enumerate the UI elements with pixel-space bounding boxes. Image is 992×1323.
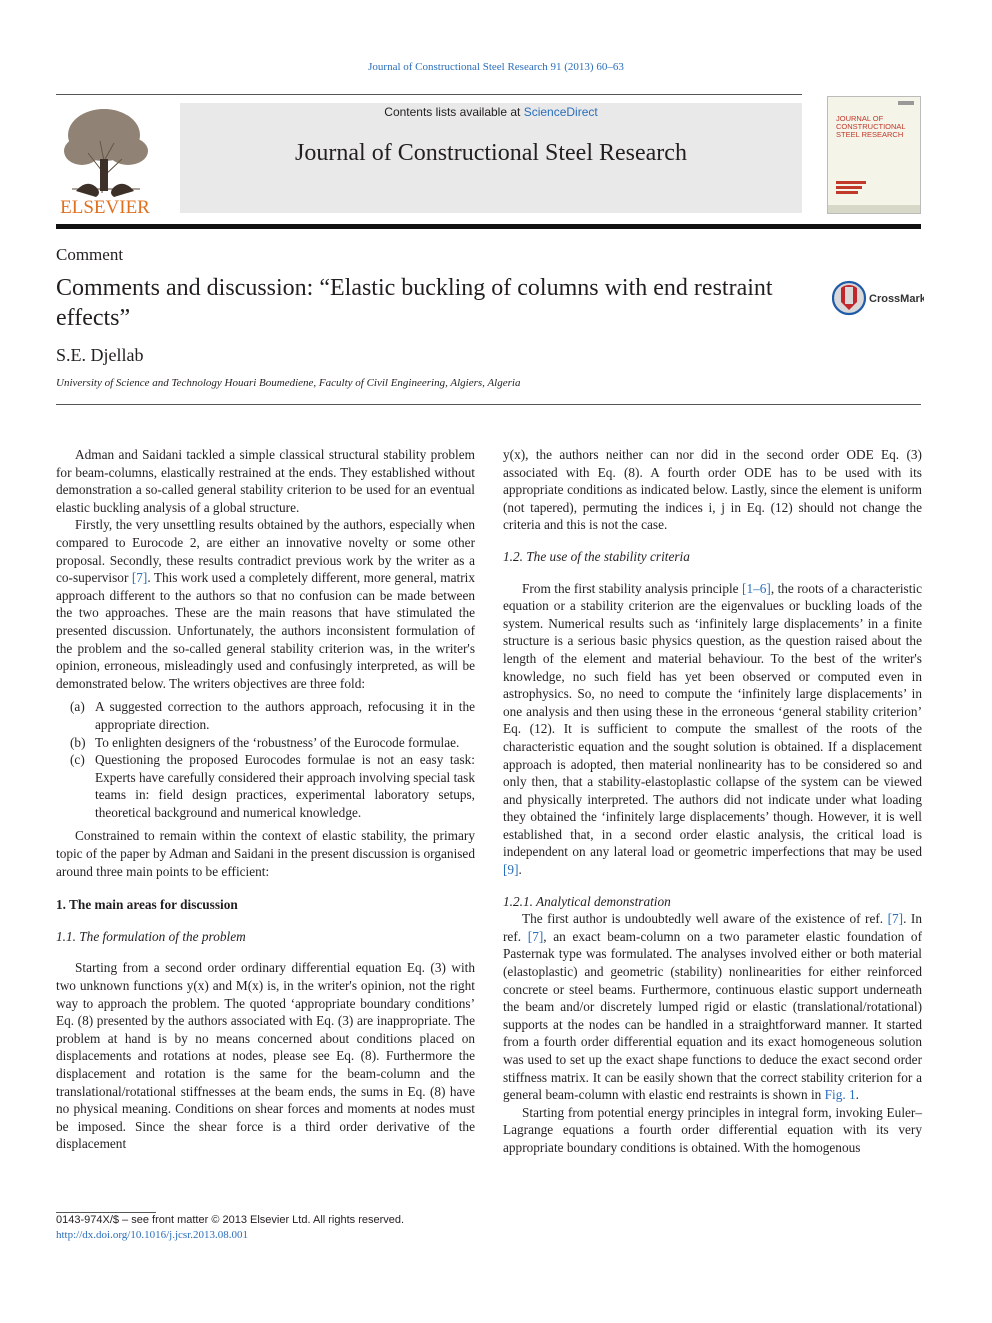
reference-7-link[interactable]: [7] xyxy=(527,928,544,944)
cover-title-line-1: JOURNAL OF xyxy=(836,114,884,123)
doi-link[interactable]: http://dx.doi.org/10.1016/j.jcsr.2013.08.001 xyxy=(56,1229,248,1241)
paragraph-analytical: The first author is undoubtedly well aware of the existence of ref. [7]. In ref. [7], an exact beam-column on a two parameter elastic foundation of Pasternak type was formulated. The analyses involved either or both material (elastoplastic) and geometric (stability) nonlinearities for either reinforced concrete or steel beams. Furthermore, continuous elastic support underneath the beam and/or discretely lumped rigid or elastic (translational/rotational) supports at the nodes can be handled in a straightforward manner. It started from a fourth order differential equation and its exact homogeneous solution was used to set up the exact shape functions to deduce the exact second order stiffness matrix. It can be easily shown that the correct stability criterion for a general beam-column with elastic end restraints is shown in Fig. 1. xyxy=(503,911,923,1103)
paragraph-formulation: Starting from a second order ordinary differential equation Eq. (3) with two unknown functions y(x) and M(x) is, in the writer's opinion, not the right way to approach the problem. The quoted ‘appropriate boundary conditions’ Eq. (8) presented by the authors associated with Eq. (3) are inappropriate. The problem at hand is by no means concerned about conditions placed on displacements and rotations at nodes, please see Eq. (8). Furthermore the displacement and rotation is the same for the beam-column and the translational/rotational stiffnesses at the beam ends, the sums in Eq. (8) have no physical meaning. Conditions on shear forces and moments at nodes must be imposed. Since the shear force is a third order derivative of the displacement xyxy=(56,960,475,1152)
author-name: S.E. Djellab xyxy=(56,345,144,365)
crossmark-badge[interactable] xyxy=(832,280,924,316)
section-heading-1-2: 1.2. The use of the stability criteria xyxy=(503,548,690,564)
header-thick-rule xyxy=(56,224,921,229)
elsevier-logo-text: ELSEVIER xyxy=(60,197,150,217)
list-item: (a) A suggested correction to the authors approach, refocusing it in the appropriate direction. xyxy=(70,699,475,732)
paragraph-constrained: Constrained to remain within the context of elastic stability, the primary topic of the paper by Adman and Saidani in the present discussion is organised around three main points to be efficient: xyxy=(56,828,475,879)
footer-rule xyxy=(56,1212,156,1213)
right-column xyxy=(503,446,922,1157)
article-title: Comments and discussion: “Elastic buckling of columns with end restraint effects” xyxy=(56,275,773,331)
section-heading-1: 1. The main areas for discussion xyxy=(56,897,238,913)
figure-1-link[interactable]: Fig. 1 xyxy=(824,1087,856,1103)
list-item: (b) To enlighten designers of the ‘robustness’ of the Eurocode formulae. xyxy=(70,734,460,750)
reference-9-link[interactable]: [9] xyxy=(503,862,519,878)
footer-issn: 0143-974X/$ – see front matter © 2013 Elsevier Ltd. All rights reserved. xyxy=(56,1214,405,1226)
cover-title-line-3: STEEL RESEARCH xyxy=(836,130,904,139)
sciencedirect-link[interactable]: ScienceDirect xyxy=(523,105,598,119)
reference-1-6-link[interactable]: [1–6] xyxy=(742,580,771,596)
contents-prefix: Contents lists available at xyxy=(384,105,524,119)
journal-cover-thumbnail[interactable] xyxy=(827,96,921,214)
header-rule xyxy=(56,94,802,95)
crossmark-label: CrossMark xyxy=(869,293,924,305)
author-affiliation: University of Science and Technology Houari Boumediene, Faculty of Civil Engineering, Algiers, Algeria xyxy=(56,377,521,389)
title-rule xyxy=(56,404,921,405)
paragraph-stability-criteria: From the first stability analysis principle [1–6], the roots of a characteristic equation or a stability criterion are the eigenvalues or buckling loads of the system. Numerical results such as ‘infinitely large displacements’ in a finite structure is a serious basic physics question, as the question raised about the length of the element and material behaviour. To the best of the writer's knowledge, no such field has yet been observed or computed even in astrophysics. So, no need to compute the ‘infinitely large displacements’ in one analysis and then using these in the erroneous ‘general stability criterion’ Eq. (12). It is sufficient to compute the smallest of the roots of the characteristic equation and the sought solution is obtained. If a displacement approach is adopted, then material nonlinearity has to be considered so and only then, that a stability-elastoplastic collapse of the system can be viewed and physically interpreted. The authors did not indicate under what loading they obtained the ‘infinitely large displacements’ though. However, it is well established that, in a second order elastic analysis, the critical load is independent on any lateral load or geometric imperfections that may be used [9]. xyxy=(503,580,922,878)
paragraph-potential-energy: Starting from potential energy principles in integral form, invoking Euler–Lagrange equations a fourth order differential equation with its very appropriate boundary conditions is obtained. With the homogenous xyxy=(503,1104,922,1155)
paragraph-continuation: y(x), the authors neither can nor did in the second order ODE Eq. (3) associated with Eq. (8). A fourth order ODE has to be used with its appropriate conditions as indicated below. Lastly, since the element is uniform (not tapered), permuting the indices i, j in Eq. (12) should not change the criteria and this is not the case. xyxy=(503,447,922,533)
article-type: Comment xyxy=(56,245,124,264)
paragraph-firstly: Firstly, the very unsettling results obtained by the authors, especially when compared to Eurocode 2, are either an innovative novelty or some other proposal. Secondly, these results contradict previous work by the writer as a co-supervisor [7]. This work used a completely different, more general, matrix approach different to the authors so that no confusion can be made between the two approaches. These are the main reasons that have stimulated the presented discussion. Unfortunately, the authors inconsistent formulation of the problem and the so-called general stability criterion was, in the writer's opinion, erroneous, misleadingly used and confusingly interpreted, as will be demonstrated below. The writers objectives are three fold: xyxy=(56,517,475,691)
elsevier-logo xyxy=(52,101,158,217)
objectives-list xyxy=(56,698,475,821)
left-column xyxy=(56,446,475,1153)
paragraph-intro: Adman and Saidani tackled a simple classical structural stability problem for beam-columns, elastically restrained at the ends. They established without demonstration a so-called general stability criterion to be used for an eventual elastic buckling analysis of a global structure. xyxy=(56,447,475,515)
section-heading-1-2-1: 1.2.1. Analytical demonstration xyxy=(503,893,671,909)
reference-7-link[interactable]: [7] xyxy=(131,570,148,586)
journal-name: Journal of Constructional Steel Research xyxy=(295,140,687,166)
journal-citation[interactable]: Journal of Constructional Steel Research 91 (2013) 60–63 xyxy=(368,61,624,73)
reference-7-link[interactable]: [7] xyxy=(887,911,904,927)
list-item: (c) Questioning the proposed Eurocodes formulae is not an easy task: Experts have carefully considered their approach involving special task teams in: field design practices, experimental laboratory setups, theoretical background and numerical knowledge. xyxy=(70,752,475,820)
section-heading-1-1: 1.1. The formulation of the problem xyxy=(56,928,246,944)
contents-line xyxy=(180,105,802,119)
cover-title-line-2: CONSTRUCTIONAL xyxy=(836,122,906,131)
